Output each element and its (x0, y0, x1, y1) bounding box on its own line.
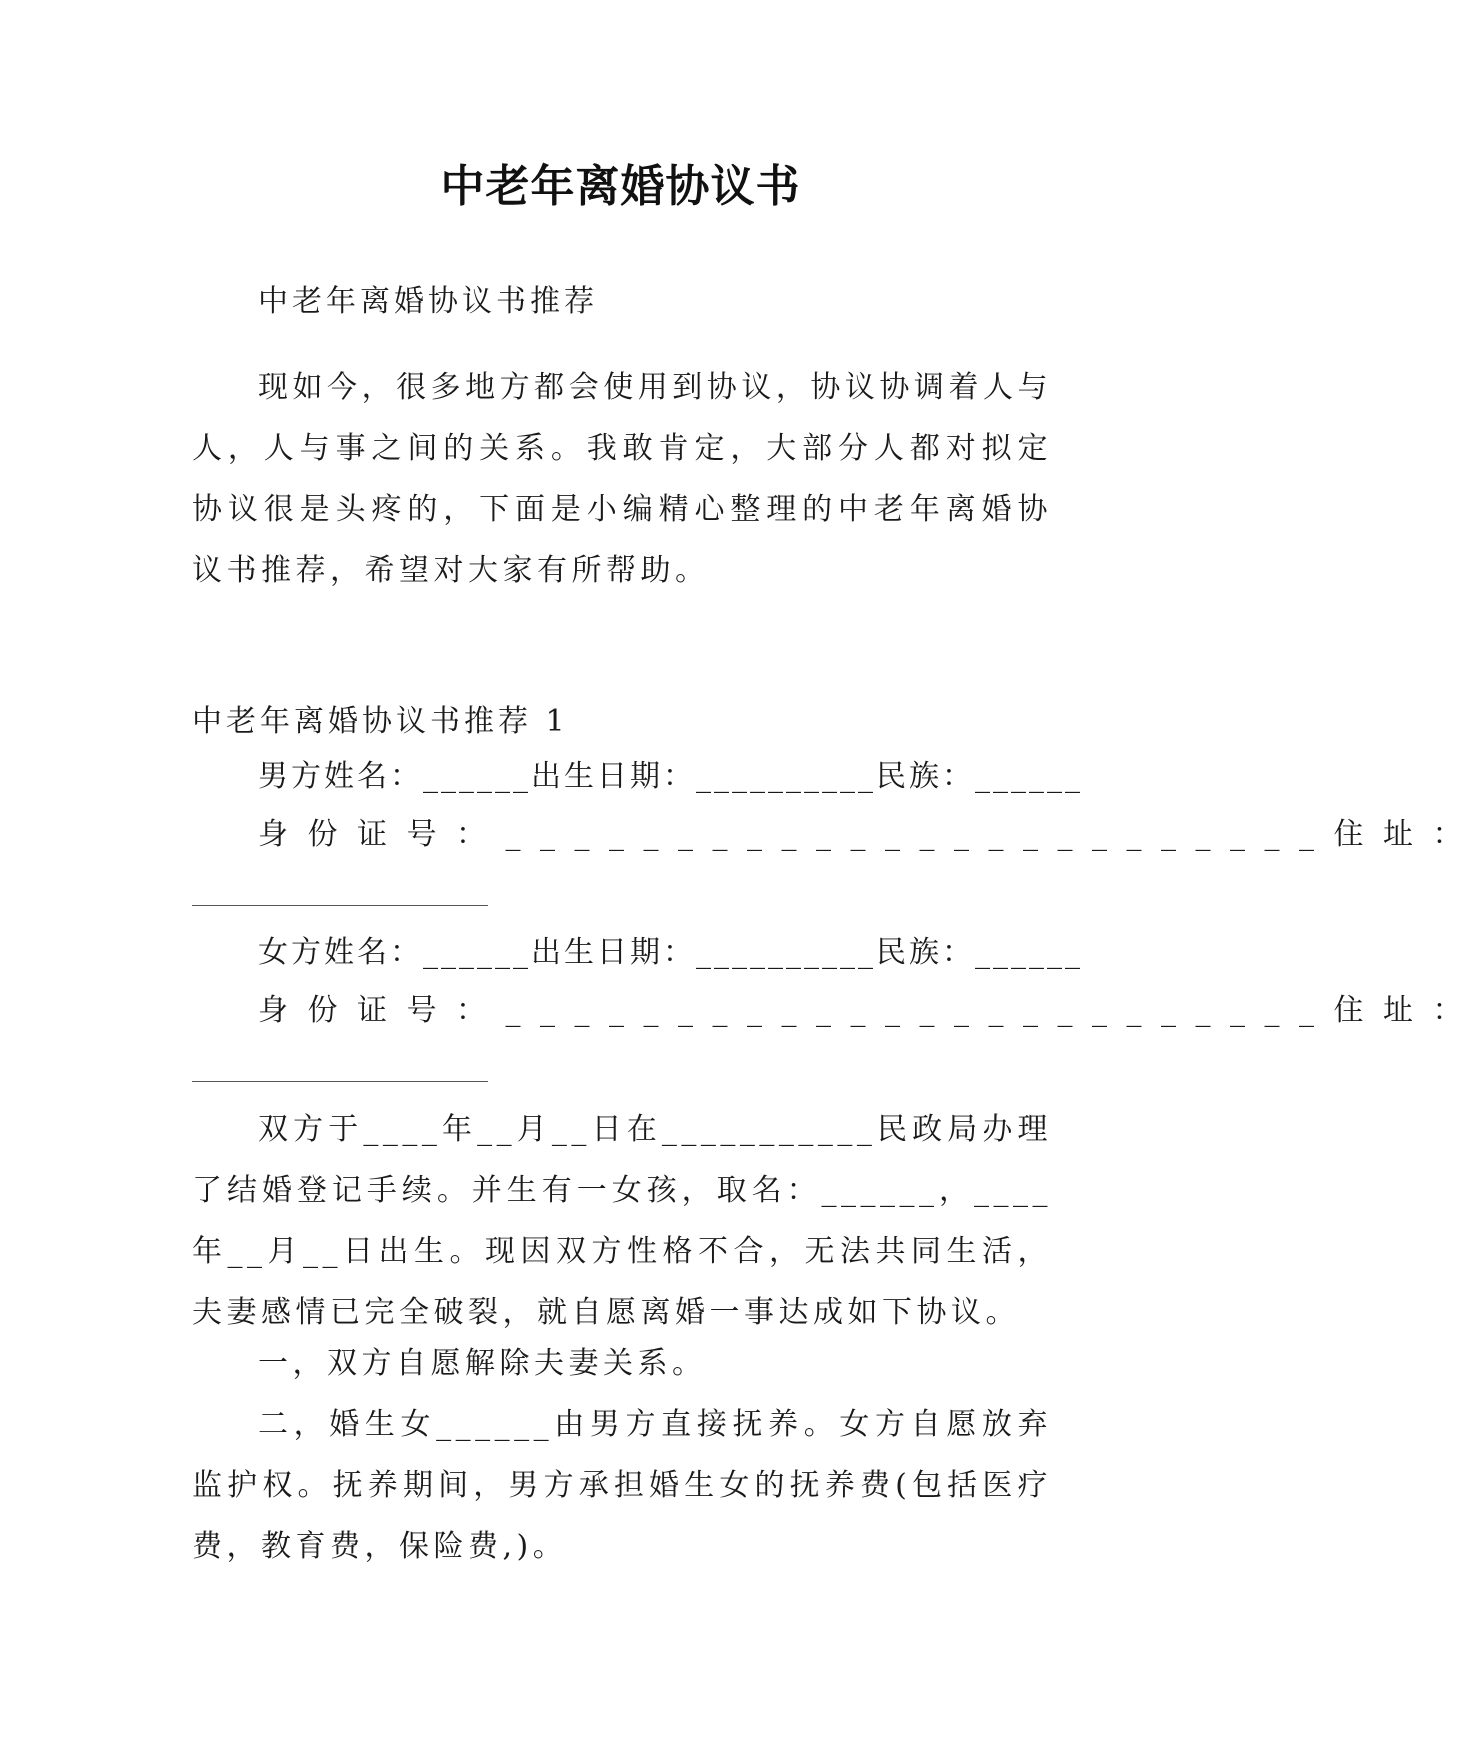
document-title: 中老年离婚协议书 (440, 161, 801, 212)
intro-paragraph: 现如今，很多地方都会使用到协议，协议协调着人与人，人与事之间的关系。我敢肯定，大部分人都对拟定协议很是头疼的，下面是小编精心整理的中老年离婚协议书推荐，希望对大家有所帮助。 (192, 370, 1052, 588)
marriage-paragraph: 双方于____年__月__日在___________民政局办理了结婚登记手续。并生有一女孩，取名：______，____年__月__日出生。现因双方性格不合，无法共同生活，夫妻感情已完全破裂，就自愿离婚一事达成如下协议。 (192, 1112, 1052, 1330)
female-address-blank (192, 1081, 488, 1082)
subtitle: 中老年离婚协议书推荐 (258, 284, 598, 319)
female-info-line: 女方姓名：______出生日期：__________民族：______ (258, 935, 1083, 970)
male-address-blank (192, 905, 488, 906)
section-heading: 中老年离婚协议书推荐 1 (192, 704, 569, 739)
clause-1: 一，双方自愿解除夫妻关系。 (258, 1346, 707, 1381)
clause-2: 二，婚生女______由男方直接抚养。女方自愿放弃监护权。抚养期间，男方承担婚生女的抚养费(包括医疗费，教育费，保险费,)。 (192, 1407, 1052, 1564)
female-id-address-line: 身份证号：________________________住址： (258, 993, 1482, 1028)
male-info-line: 男方姓名：______出生日期：__________民族：______ (258, 759, 1083, 794)
male-id-address-line: 身份证号：________________________住址： (258, 817, 1482, 852)
